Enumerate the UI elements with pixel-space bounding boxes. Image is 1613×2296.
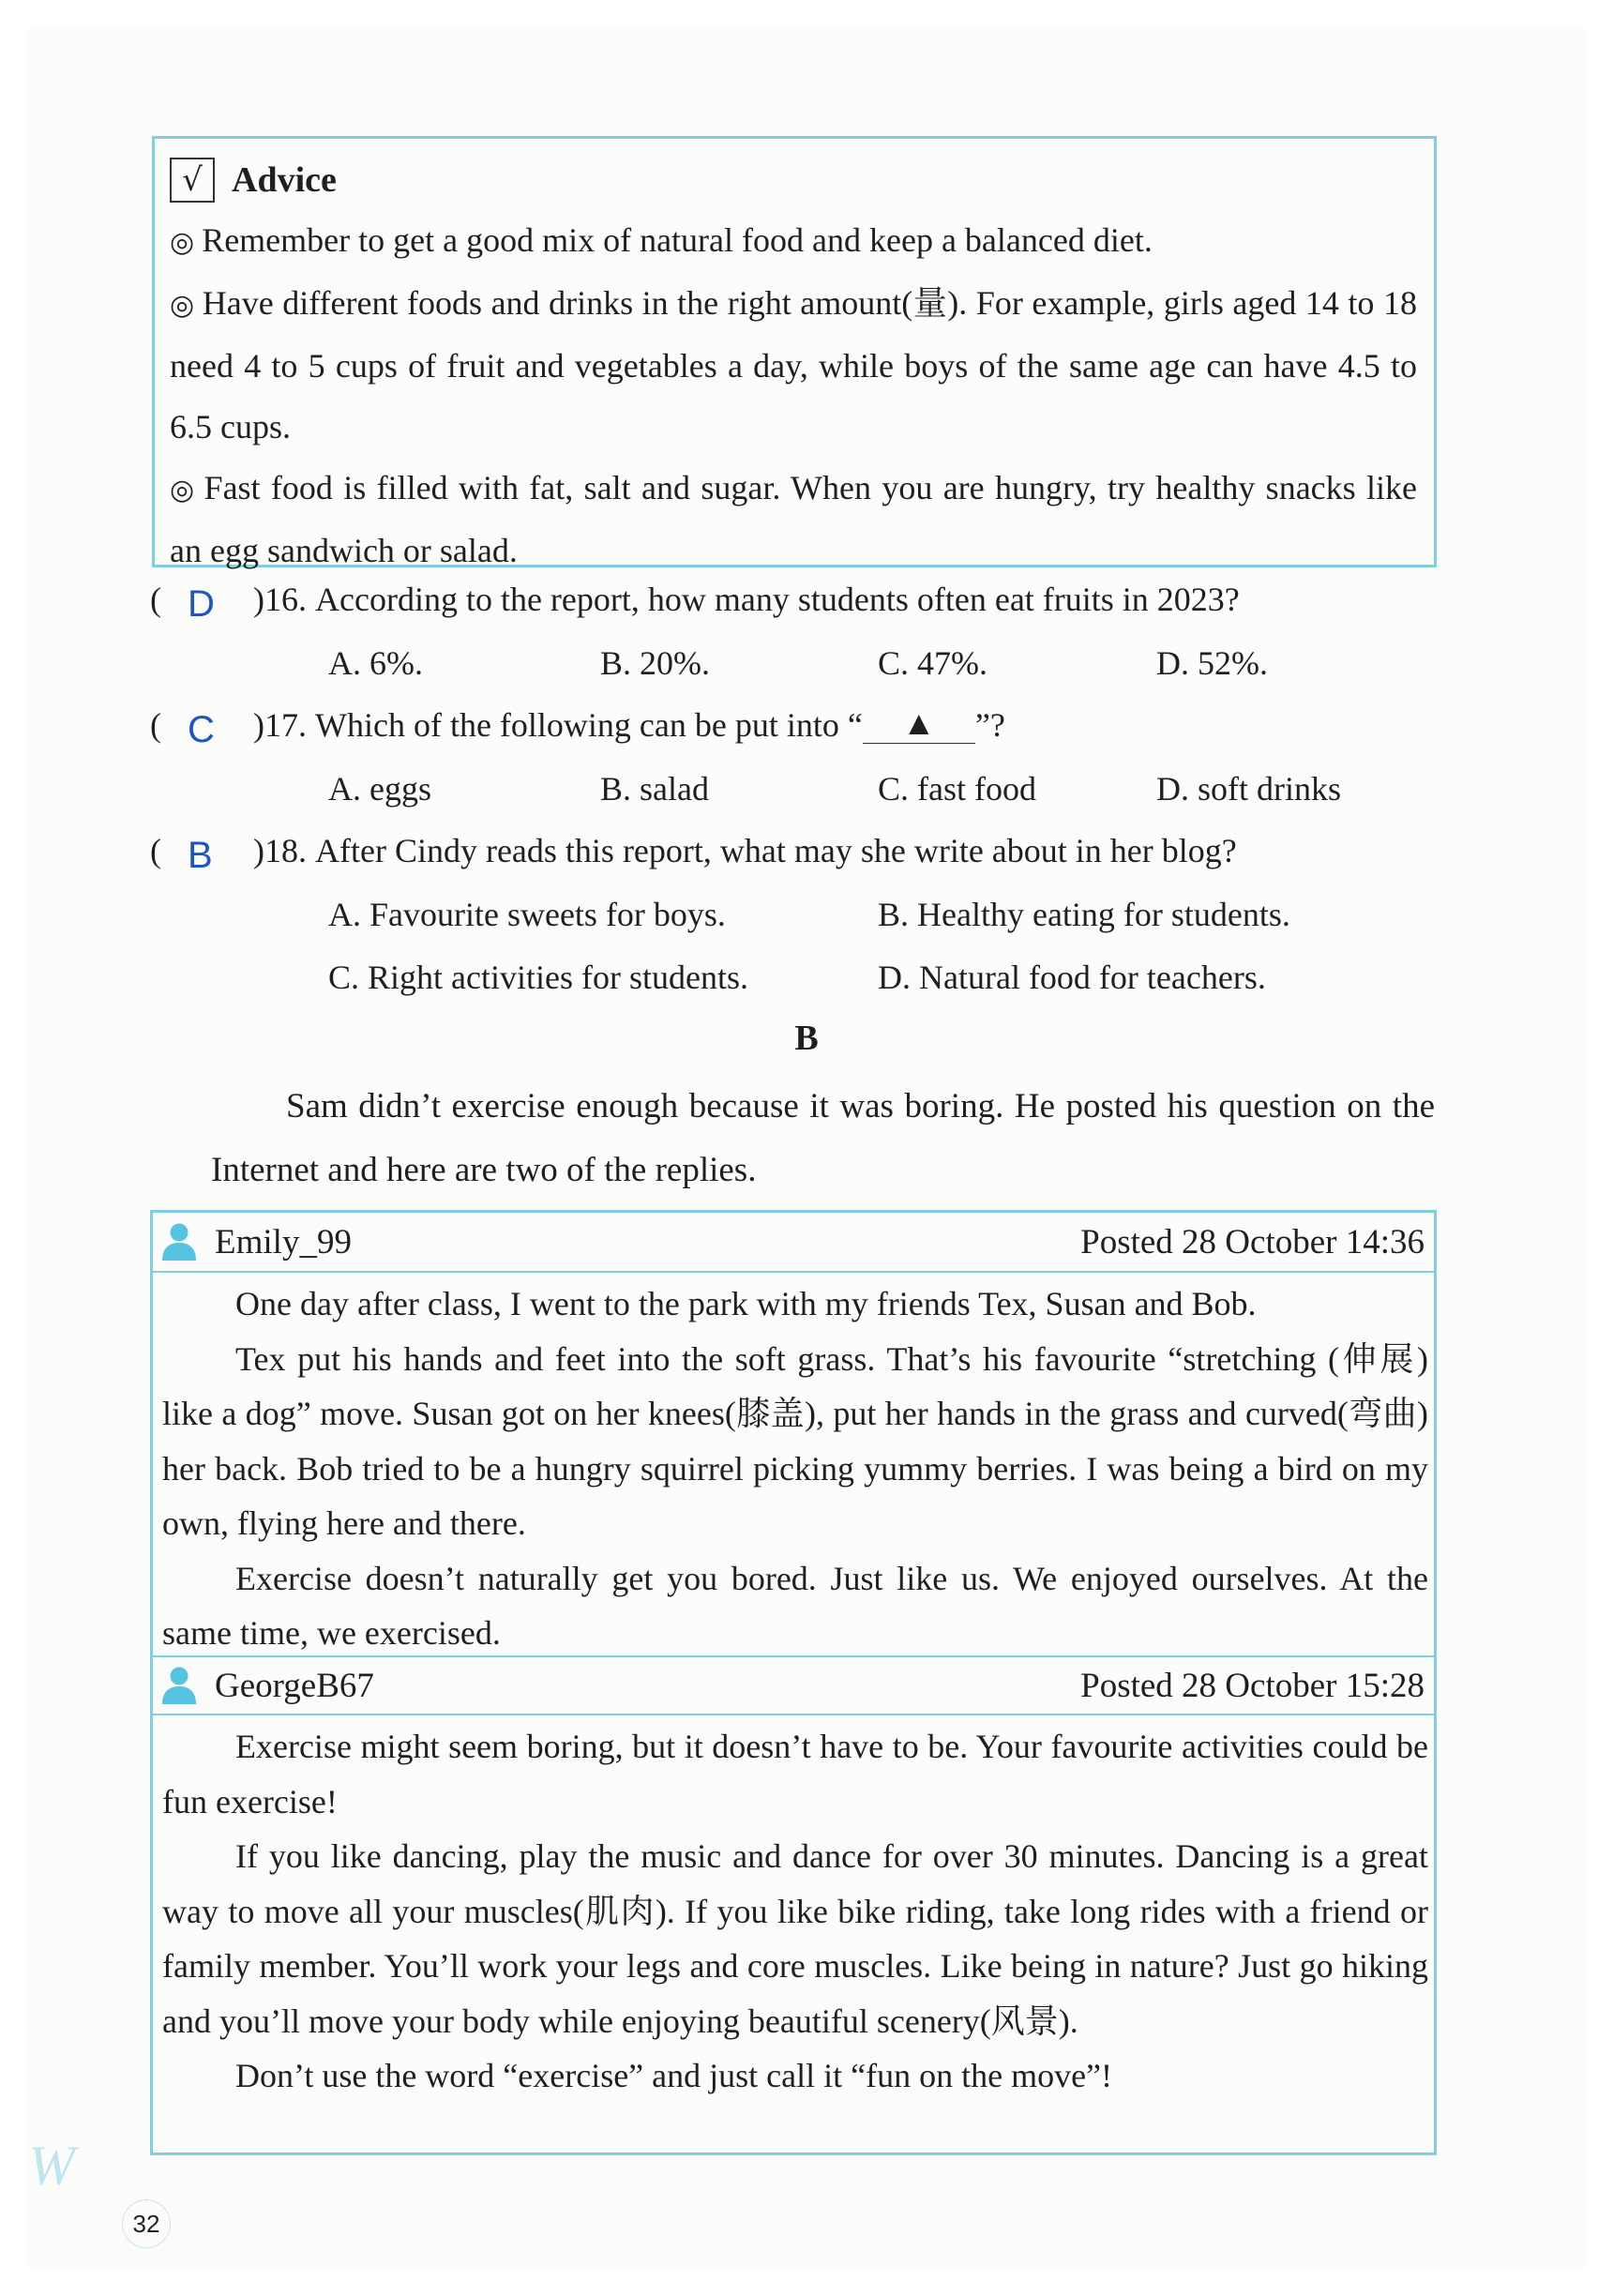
answer-slot: ( D bbox=[150, 581, 215, 625]
user-icon bbox=[160, 1222, 198, 1261]
question-number: )18. bbox=[253, 832, 307, 869]
question-text: Which of the following can be put into “ bbox=[315, 706, 863, 744]
option-b[interactable]: B. 20%. bbox=[600, 644, 710, 682]
question-18 bbox=[150, 831, 1237, 876]
forum-replies bbox=[150, 1210, 1437, 2155]
post-username[interactable]: Emily_99 bbox=[215, 1222, 352, 1261]
question-number: )16. bbox=[253, 581, 307, 618]
post-header bbox=[153, 1655, 1434, 1715]
post-paragraph: Exercise doesn’t naturally get you bored. Just like us. We enjoyed ourselves. At the same time, we exercised. bbox=[162, 1559, 1428, 1652]
post-header bbox=[153, 1213, 1434, 1273]
answer-letter[interactable]: C bbox=[188, 709, 215, 750]
post-body bbox=[162, 1719, 1428, 2104]
user-icon bbox=[160, 1666, 198, 1705]
question-text: After Cindy reads this report, what may she write about in her blog? bbox=[315, 832, 1237, 869]
blank-triangle-icon: ▲ bbox=[863, 703, 975, 744]
advice-item: ◎ Fast food is filled with fat, salt and sugar. When you are hungry, try healthy snacks like an egg sandwich or salad. bbox=[170, 469, 1417, 569]
option-c[interactable]: C. fast food bbox=[878, 770, 1036, 808]
option-c[interactable]: C. Right activities for students. bbox=[328, 959, 748, 996]
option-a[interactable]: A. 6%. bbox=[328, 644, 423, 682]
option-b[interactable]: B. Healthy eating for students. bbox=[878, 896, 1290, 933]
question-16 bbox=[150, 580, 1240, 625]
post-paragraph: One day after class, I went to the park with my friends Tex, Susan and Bob. bbox=[235, 1285, 1257, 1322]
page-number: 32 bbox=[122, 2199, 171, 2248]
option-b[interactable]: B. salad bbox=[600, 770, 709, 808]
post-paragraph: If you like dancing, play the music and dance for over 30 minutes. Dancing is a great way to move all your muscles(肌肉). If you like bike riding, take long rides with a friend or family member. You’ll work your legs and core muscles. Like being in nature? Just go hiking and you’ll move your body while enjoying beautiful scenery(风景). bbox=[162, 1837, 1428, 2040]
advice-item: ◎ Have different foods and drinks in the right amount(量). For example, girls aged 14 to 18 need 4 to 5 cups of fruit and vegetables a day, while boys of the same age can have 4.5 to 6.5 cups. bbox=[170, 284, 1417, 446]
option-d[interactable]: D. Natural food for teachers. bbox=[878, 959, 1266, 996]
advice-item: ◎ Remember to get a good mix of natural food and keep a balanced diet. bbox=[170, 221, 1153, 259]
post-body bbox=[162, 1276, 1428, 1661]
post-timestamp: Posted 28 October 14:36 bbox=[1080, 1222, 1425, 1261]
post-paragraph: Exercise might seem boring, but it doesn’t have to be. Your favourite activities could be fun exercise! bbox=[162, 1728, 1428, 1820]
option-c[interactable]: C. 47%. bbox=[878, 644, 987, 682]
post-timestamp: Posted 28 October 15:28 bbox=[1080, 1666, 1425, 1705]
post-username[interactable]: GeorgeB67 bbox=[215, 1666, 374, 1705]
post-paragraph: Tex put his hands and feet into the soft grass. That’s his favourite “stretching (伸展) like a dog” move. Susan got on her knees(膝盖), put her hands in the grass and curved(弯曲) her back. Bob tried to be a hungry squirrel picking yummy berries. I was being a bird on my own, flying here and there. bbox=[162, 1339, 1428, 1542]
answer-slot: ( C bbox=[150, 706, 215, 750]
option-d[interactable]: D. soft drinks bbox=[1156, 770, 1341, 808]
advice-box bbox=[152, 136, 1437, 567]
option-d[interactable]: D. 52%. bbox=[1156, 644, 1268, 682]
bullet-icon: ◎ bbox=[170, 289, 195, 322]
question-17: ( C )17. Which of the following can be put into “ ▲ ”? bbox=[150, 704, 1005, 750]
bullet-icon: ◎ bbox=[170, 474, 197, 506]
advice-header bbox=[170, 150, 1417, 210]
corner-logo-mark: W bbox=[28, 2135, 75, 2197]
check-mark-icon: √ bbox=[170, 158, 215, 203]
advice-title: Advice bbox=[232, 160, 337, 200]
post-paragraph: Don’t use the word “exercise” and just call it “fun on the move”! bbox=[235, 2057, 1113, 2094]
option-a[interactable]: A. eggs bbox=[328, 770, 431, 808]
answer-letter[interactable]: D bbox=[188, 583, 215, 625]
answer-letter[interactable]: B bbox=[188, 835, 213, 876]
section-label: B bbox=[794, 1019, 819, 1058]
option-a[interactable]: A. Favourite sweets for boys. bbox=[328, 896, 726, 933]
section-intro: Sam didn’t exercise enough because it was boring. He posted his question on the Internet and here are two of the replies. bbox=[211, 1087, 1435, 1189]
question-text: According to the report, how many students often eat fruits in 2023? bbox=[315, 581, 1240, 618]
answer-slot: ( B bbox=[150, 832, 213, 876]
bullet-icon: ◎ bbox=[170, 226, 195, 259]
question-number: )17. bbox=[253, 706, 307, 744]
